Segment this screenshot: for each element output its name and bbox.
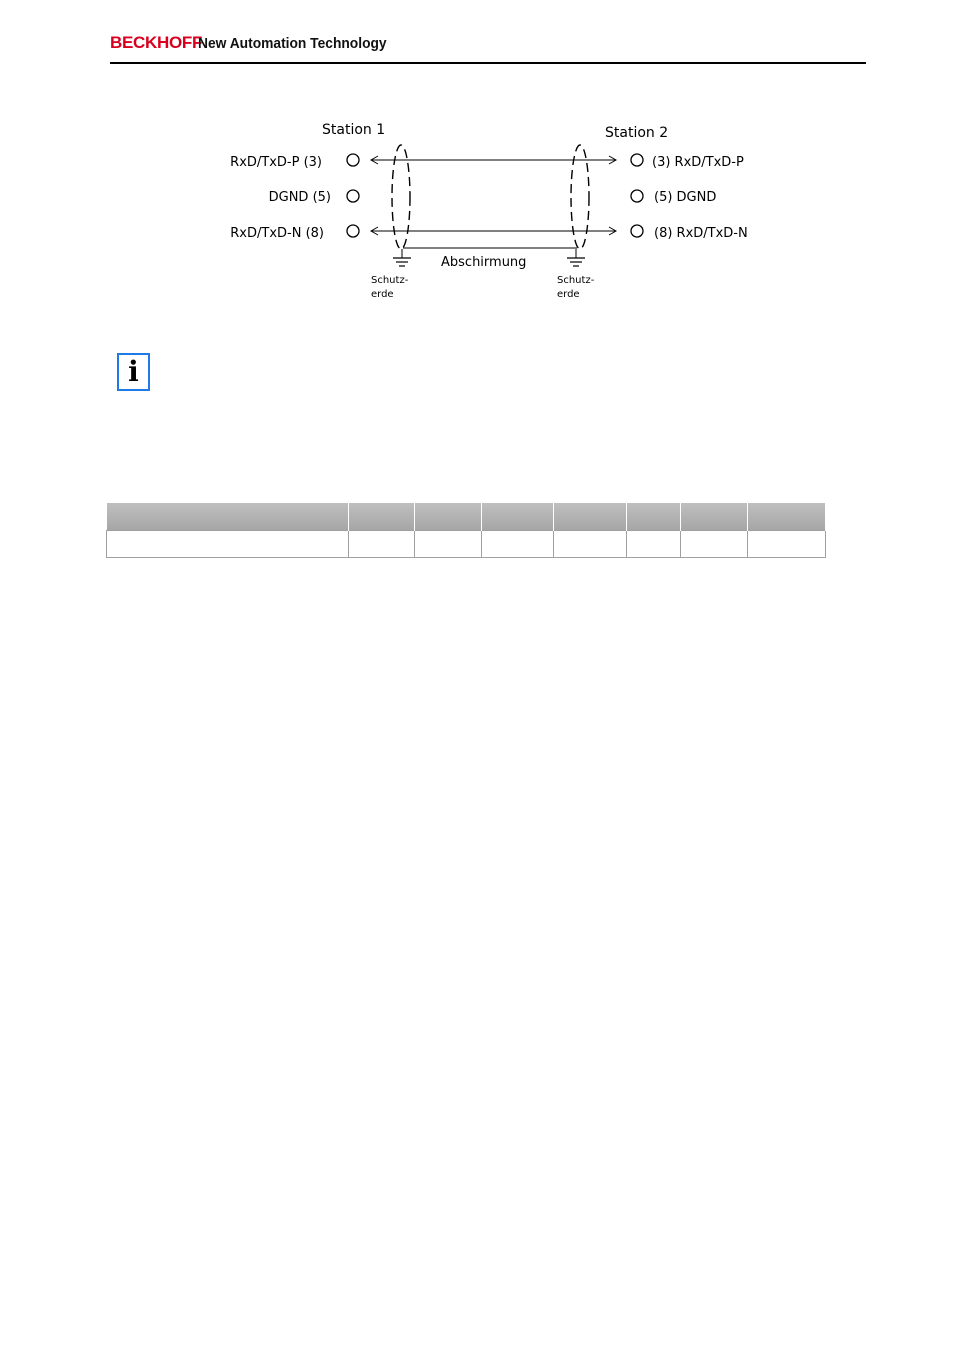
station2-title: Station 2 <box>605 125 669 141</box>
table-header-cell <box>107 503 349 531</box>
ground-icon <box>393 249 411 266</box>
station1-pin-label: DGND (5) <box>268 190 331 205</box>
table-cell <box>627 531 681 558</box>
station1-terminal <box>347 225 359 237</box>
table-cell <box>554 531 627 558</box>
data-table <box>106 503 826 558</box>
station1-title: Station 1 <box>322 122 386 138</box>
table-cell <box>349 531 415 558</box>
shield-label: Abschirmung <box>441 255 527 270</box>
station1-pin-label: RxD/TxD-N (8) <box>230 226 324 241</box>
wiring-diagram <box>0 0 954 320</box>
station1-pin-label: RxD/TxD-P (3) <box>230 155 322 170</box>
ground-icon <box>567 249 585 266</box>
ground-label: Schutz- <box>371 275 409 286</box>
brand-tagline: New Automation Technology <box>198 35 387 52</box>
table-cell <box>482 531 554 558</box>
station2-terminal <box>631 154 643 166</box>
station2-pin-label: (8) RxD/TxD-N <box>654 226 748 241</box>
brand-logo: BECKHOFF <box>110 33 203 52</box>
table-header-cell <box>349 503 415 531</box>
station2-pin-label: (3) RxD/TxD-P <box>652 155 744 170</box>
station2-terminal <box>631 190 643 202</box>
table-cell <box>415 531 482 558</box>
station1-terminal <box>347 190 359 202</box>
info-icon <box>117 353 150 391</box>
table-cell <box>107 531 349 558</box>
table-row <box>107 531 826 558</box>
ground-label: Schutz- <box>557 275 595 286</box>
table-header-cell <box>681 503 748 531</box>
table-header-row <box>107 503 826 531</box>
ground-label: erde <box>371 289 394 300</box>
table-header-cell <box>554 503 627 531</box>
shield-oval-right <box>571 145 589 249</box>
table-header-cell <box>748 503 826 531</box>
table-header-cell <box>415 503 482 531</box>
station1-terminal <box>347 154 359 166</box>
table-cell <box>748 531 826 558</box>
station2-terminal <box>631 225 643 237</box>
ground-label: erde <box>557 289 580 300</box>
table-header-cell <box>482 503 554 531</box>
shield-oval-left <box>392 145 410 249</box>
info-glyph: i <box>128 355 139 388</box>
station2-pin-label: (5) DGND <box>654 190 717 205</box>
table-cell <box>681 531 748 558</box>
table-header-cell <box>627 503 681 531</box>
